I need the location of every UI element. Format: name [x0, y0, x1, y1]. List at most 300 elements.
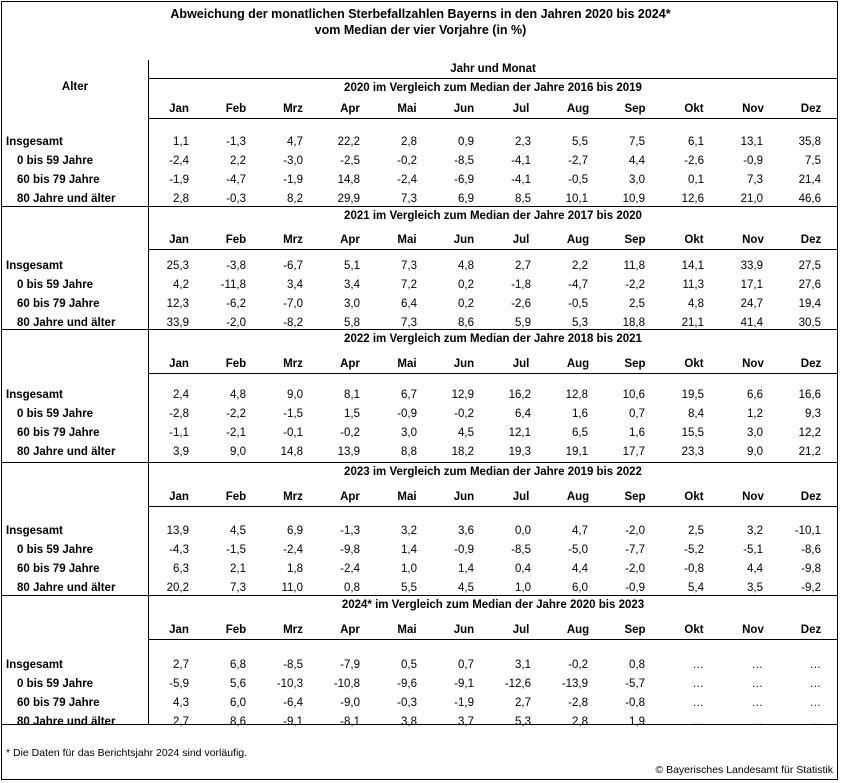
- table-cell: 5,8: [344, 317, 360, 329]
- block-heading: 2020 im Vergleich zum Median der Jahre 2016 bis 2019: [344, 82, 642, 94]
- table-cell: 24,7: [740, 298, 763, 310]
- table-cell: 8,8: [401, 446, 417, 458]
- table-cell: -9,6: [397, 678, 417, 690]
- month-header: Mai: [397, 103, 417, 115]
- table-cell: -8,5: [454, 155, 474, 167]
- table-cell: -4,7: [226, 174, 246, 186]
- table-cell: -0,9: [625, 582, 645, 594]
- table-cell: 2,5: [688, 525, 704, 537]
- table-cell: 8,6: [458, 317, 474, 329]
- month-header: Jun: [453, 103, 475, 115]
- row-label: 0 bis 59 Jahre: [17, 279, 94, 291]
- table-cell: 6,0: [230, 697, 246, 709]
- table-cell: -13,9: [561, 678, 588, 690]
- table-cell: -1,5: [226, 544, 246, 556]
- row-label: 60 bis 79 Jahre: [17, 697, 100, 709]
- month-header: Mai: [397, 358, 417, 370]
- month-header: Mai: [397, 234, 417, 246]
- table-cell: -0,2: [568, 659, 588, 671]
- table-cell: -0,2: [340, 427, 360, 439]
- table-cell: 4,8: [230, 389, 246, 401]
- month-header: Jul: [512, 624, 530, 636]
- table-cell: 2,2: [230, 155, 246, 167]
- table-cell: -2,8: [169, 408, 189, 420]
- table-cell: 14,8: [337, 174, 360, 186]
- table-cell: -8,5: [283, 659, 303, 671]
- table-cell: -5,0: [568, 544, 588, 556]
- table-cell: -0,1: [283, 427, 303, 439]
- table-cell: -7,7: [625, 544, 645, 556]
- header-rule: [148, 78, 838, 79]
- alter-header: Alter: [61, 81, 89, 93]
- month-header: Apr: [340, 624, 360, 636]
- row-label: 80 Jahre und älter: [17, 716, 116, 728]
- block-separator: [1, 462, 838, 463]
- table-cell: -2,6: [684, 155, 704, 167]
- table-cell: -8,1: [340, 716, 360, 728]
- table-cell: -2,2: [625, 279, 645, 291]
- table-cell: 6,4: [515, 408, 531, 420]
- table-cell: 4,8: [458, 260, 474, 272]
- row-label: Insgesamt: [6, 659, 63, 671]
- table-cell: 1,6: [629, 427, 645, 439]
- table-cell: 12,8: [565, 389, 588, 401]
- table-cell: 4,2: [173, 279, 189, 291]
- table-cell: 3,5: [747, 582, 763, 594]
- table-cell: 33,9: [166, 317, 189, 329]
- month-header: Dez: [800, 491, 822, 503]
- table-cell: …: [751, 716, 763, 728]
- table-cell: 8,5: [515, 193, 531, 205]
- row-label: Insgesamt: [6, 389, 63, 401]
- table-cell: -9,2: [801, 582, 821, 594]
- block-heading: 2022 im Vergleich zum Median der Jahre 2018 bis 2021: [344, 333, 642, 345]
- row-label: 60 bis 79 Jahre: [17, 427, 100, 439]
- table-cell: 6,3: [173, 563, 189, 575]
- table-cell: 0,0: [515, 525, 531, 537]
- table-cell: 2,5: [629, 298, 645, 310]
- block-heading: 2023 im Vergleich zum Median der Jahre 2019 bis 2022: [344, 466, 642, 478]
- month-header: Nov: [742, 234, 764, 246]
- month-header: Okt: [684, 234, 704, 246]
- table-cell: 16,6: [798, 389, 821, 401]
- block-heading: 2024* im Vergleich zum Median der Jahre 2020 bis 2023: [341, 599, 645, 611]
- table-cell: -8,6: [801, 544, 821, 556]
- table-cell: 21,4: [798, 174, 821, 186]
- table-cell: -4,7: [568, 279, 588, 291]
- table-cell: 35,8: [798, 136, 821, 148]
- table-cell: 7,3: [401, 260, 417, 272]
- table-cell: 6,1: [688, 136, 704, 148]
- table-cell: 10,9: [622, 193, 645, 205]
- month-header: Mai: [397, 624, 417, 636]
- table-cell: …: [751, 659, 763, 671]
- table-cell: -1,8: [511, 279, 531, 291]
- month-header: Apr: [340, 491, 360, 503]
- row-label: 0 bis 59 Jahre: [17, 155, 94, 167]
- month-header-rule: [148, 118, 838, 119]
- month-header: Aug: [566, 234, 590, 246]
- table-cell: 1,4: [401, 544, 417, 556]
- table-cell: 3,4: [287, 279, 303, 291]
- footnote: * Die Daten für das Berichtsjahr 2024 sind vorläufig.: [6, 747, 248, 759]
- table-cell: 13,9: [337, 446, 360, 458]
- table-cell: 1,2: [747, 408, 763, 420]
- month-header: Mrz: [283, 491, 303, 503]
- table-cell: -0,8: [684, 563, 704, 575]
- table-cell: 0,7: [629, 408, 645, 420]
- table-cell: 13,9: [166, 525, 189, 537]
- month-header: Feb: [225, 234, 247, 246]
- table-cell: …: [751, 678, 763, 690]
- table-cell: -2,6: [511, 298, 531, 310]
- table-cell: 7,5: [629, 136, 645, 148]
- table-cell: -6,4: [283, 697, 303, 709]
- table-cell: 0,2: [458, 298, 474, 310]
- table-cell: 6,5: [572, 427, 588, 439]
- month-header: Jun: [453, 491, 475, 503]
- table-cell: 2,7: [173, 716, 189, 728]
- month-header: Sep: [624, 234, 646, 246]
- table-cell: 3,6: [458, 525, 474, 537]
- month-header: Mrz: [283, 103, 303, 115]
- table-cell: 0,1: [688, 174, 704, 186]
- table-cell: 5,9: [515, 317, 531, 329]
- table-cell: 1,5: [344, 408, 360, 420]
- table-cell: 1,0: [515, 582, 531, 594]
- table-cell: 16,2: [508, 389, 531, 401]
- table-cell: …: [692, 697, 704, 709]
- table-cell: -0,5: [568, 174, 588, 186]
- table-cell: 4,4: [629, 155, 645, 167]
- table-cell: -1,9: [454, 697, 474, 709]
- table-cell: …: [809, 697, 821, 709]
- table-cell: …: [751, 697, 763, 709]
- table-cell: 3,7: [458, 716, 474, 728]
- table-cell: 19,5: [681, 389, 704, 401]
- table-cell: -11,8: [220, 279, 246, 291]
- table-cell: 10,1: [565, 193, 588, 205]
- table-cell: …: [809, 678, 821, 690]
- table-cell: 4,7: [287, 136, 303, 148]
- row-label: 80 Jahre und älter: [17, 582, 116, 594]
- table-cell: 46,6: [798, 193, 821, 205]
- table-cell: 8,2: [287, 193, 303, 205]
- month-header: Mrz: [283, 234, 303, 246]
- table-cell: -2,4: [283, 544, 303, 556]
- table-cell: 21,0: [740, 193, 763, 205]
- month-header: Jan: [169, 358, 189, 370]
- table-cell: -6,9: [454, 174, 474, 186]
- table-cell: 2,8: [173, 193, 189, 205]
- table-cell: 12,9: [451, 389, 474, 401]
- table-cell: 4,4: [747, 563, 763, 575]
- row-label: 0 bis 59 Jahre: [17, 408, 94, 420]
- table-cell: -3,8: [226, 260, 246, 272]
- table-cell: 1,6: [572, 408, 588, 420]
- month-header: Jan: [169, 103, 189, 115]
- row-label: 60 bis 79 Jahre: [17, 174, 100, 186]
- table-cell: 6,0: [572, 582, 588, 594]
- month-header: Jul: [512, 103, 530, 115]
- month-header: Okt: [684, 358, 704, 370]
- month-header: Mrz: [283, 358, 303, 370]
- table-cell: 1,1: [173, 136, 189, 148]
- row-label: 80 Jahre und älter: [17, 446, 116, 458]
- table-cell: 11,3: [682, 279, 704, 291]
- table-cell: -1,9: [169, 174, 189, 186]
- table-cell: …: [809, 659, 821, 671]
- table-cell: -6,7: [283, 260, 303, 272]
- row-label: Insgesamt: [6, 136, 63, 148]
- table-cell: 3,1: [515, 659, 531, 671]
- month-header: Sep: [624, 103, 646, 115]
- table-cell: 3,0: [401, 427, 417, 439]
- table-cell: -1,3: [340, 525, 360, 537]
- row-label: 60 bis 79 Jahre: [17, 298, 100, 310]
- table-cell: -7,9: [340, 659, 360, 671]
- table-cell: 2,1: [230, 563, 246, 575]
- table-cell: 6,8: [230, 659, 246, 671]
- table-cell: 8,1: [344, 389, 360, 401]
- table-cell: 8,4: [688, 408, 704, 420]
- month-header: Aug: [566, 624, 590, 636]
- table-cell: 11,8: [623, 260, 645, 272]
- table-cell: 6,9: [458, 193, 474, 205]
- table-cell: -8,5: [511, 544, 531, 556]
- table-cell: 0,2: [458, 279, 474, 291]
- table-cell: 3,0: [629, 174, 645, 186]
- month-header: Aug: [566, 358, 590, 370]
- table-cell: -4,1: [511, 155, 531, 167]
- table-cell: -9,1: [283, 716, 303, 728]
- page-title: Abweichung der monatlichen Sterbefallzahlen Bayerns in den Jahren 2020 bis 2024*: [170, 7, 671, 21]
- table-cell: 5,6: [230, 678, 246, 690]
- block-separator: [1, 206, 838, 207]
- table-cell: 1,8: [287, 563, 303, 575]
- table-cell: 13,1: [740, 136, 763, 148]
- table-cell: -7,0: [283, 298, 303, 310]
- table-cell: -10,1: [794, 525, 821, 537]
- table-cell: -9,1: [454, 678, 474, 690]
- table-cell: 6,4: [401, 298, 417, 310]
- table-cell: -5,1: [743, 544, 763, 556]
- table-cell: 4,5: [458, 582, 474, 594]
- table-cell: 3,8: [401, 716, 417, 728]
- table-cell: -2,4: [169, 155, 189, 167]
- table-cell: 17,1: [740, 279, 763, 291]
- month-header: Sep: [624, 358, 646, 370]
- month-header: Nov: [742, 358, 764, 370]
- table-cell: 5,3: [572, 317, 588, 329]
- table-cell: 4,5: [230, 525, 246, 537]
- table-cell: 6,7: [401, 389, 417, 401]
- table-cell: 21,2: [798, 446, 821, 458]
- table-cell: -2,0: [625, 563, 645, 575]
- table-cell: -6,2: [226, 298, 246, 310]
- table-cell: -4,1: [511, 174, 531, 186]
- table-cell: -0,3: [226, 193, 246, 205]
- table-cell: 29,9: [337, 193, 360, 205]
- table-cell: 9,0: [230, 446, 246, 458]
- row-label: Insgesamt: [6, 260, 63, 272]
- table-cell: 21,1: [681, 317, 704, 329]
- table-cell: 2,7: [173, 659, 189, 671]
- table-cell: 5,4: [688, 582, 704, 594]
- table-cell: 7,3: [401, 193, 417, 205]
- table-cell: 19,1: [565, 446, 588, 458]
- month-header: Okt: [684, 624, 704, 636]
- table-cell: 0,4: [515, 563, 531, 575]
- table-cell: -2,2: [226, 408, 246, 420]
- table-cell: 1,9: [629, 716, 645, 728]
- table-cell: 4,8: [688, 298, 704, 310]
- table-cell: -5,2: [684, 544, 704, 556]
- row-label: 0 bis 59 Jahre: [17, 678, 94, 690]
- table-cell: 27,6: [798, 279, 821, 291]
- table-cell: -12,6: [504, 678, 531, 690]
- table-cell: -0,5: [568, 298, 588, 310]
- month-header: Nov: [742, 103, 764, 115]
- table-cell: 6,6: [747, 389, 763, 401]
- table-cell: 5,5: [572, 136, 588, 148]
- table-cell: -8,2: [283, 317, 303, 329]
- block-heading: 2021 im Vergleich zum Median der Jahre 2017 bis 2020: [344, 210, 642, 222]
- table-cell: 6,9: [287, 525, 303, 537]
- table-cell: 8,6: [230, 716, 246, 728]
- table-cell: -2,8: [568, 697, 588, 709]
- table-cell: 2,7: [515, 697, 531, 709]
- table-cell: 3,0: [344, 298, 360, 310]
- month-header: Jun: [453, 358, 475, 370]
- month-header: Aug: [566, 103, 590, 115]
- block-separator: [1, 329, 838, 330]
- row-label: 80 Jahre und älter: [17, 193, 116, 205]
- table-cell: 4,4: [572, 563, 588, 575]
- table-cell: 0,8: [344, 582, 360, 594]
- month-header: Dez: [800, 234, 822, 246]
- table-cell: -9,8: [340, 544, 360, 556]
- table-cell: 25,3: [166, 260, 189, 272]
- table-cell: 9,0: [747, 446, 763, 458]
- table-cell: 7,3: [230, 582, 246, 594]
- table-cell: -1,3: [226, 136, 246, 148]
- month-header: Jan: [169, 234, 189, 246]
- table-cell: -2,1: [226, 427, 246, 439]
- table-cell: -0,8: [625, 697, 645, 709]
- month-header-rule: [148, 506, 838, 507]
- table-cell: 4,5: [458, 427, 474, 439]
- table-cell: 12,3: [166, 298, 189, 310]
- month-header: Apr: [340, 234, 360, 246]
- table-cell: 3,2: [401, 525, 417, 537]
- table-cell: 3,4: [344, 279, 360, 291]
- table-cell: -0,9: [454, 544, 474, 556]
- row-label: 60 bis 79 Jahre: [17, 563, 100, 575]
- table-cell: -0,2: [454, 408, 474, 420]
- table-cell: 18,8: [622, 317, 645, 329]
- table-cell: 0,8: [629, 659, 645, 671]
- table-cell: -5,9: [169, 678, 189, 690]
- table-cell: -2,4: [397, 174, 417, 186]
- table-cell: -5,7: [625, 678, 645, 690]
- page-subtitle: vom Median der vier Vorjahre (in %): [314, 23, 527, 37]
- row-label: 0 bis 59 Jahre: [17, 544, 94, 556]
- table-cell: 41,4: [740, 317, 763, 329]
- month-header: Feb: [225, 103, 247, 115]
- month-header: Dez: [800, 624, 822, 636]
- copyright: © Bayerisches Landesamt für Statistik: [655, 764, 833, 776]
- table-cell: -3,0: [283, 155, 303, 167]
- table-cell: 22,2: [337, 136, 360, 148]
- table-cell: 7,3: [747, 174, 763, 186]
- table-cell: 11,0: [281, 582, 303, 594]
- table-cell: -2,5: [340, 155, 360, 167]
- table-cell: -10,3: [276, 678, 303, 690]
- month-header: Nov: [742, 624, 764, 636]
- month-header: Sep: [624, 491, 646, 503]
- table-cell: 12,1: [508, 427, 531, 439]
- table-cell: -9,8: [801, 563, 821, 575]
- jahr-monat-header: Jahr und Monat: [450, 63, 536, 75]
- table-cell: 7,3: [401, 317, 417, 329]
- table-cell: 2,8: [572, 716, 588, 728]
- table-cell: …: [809, 716, 821, 728]
- table-cell: 2,7: [515, 260, 531, 272]
- table-cell: -2,7: [568, 155, 588, 167]
- table-cell: 23,3: [681, 446, 704, 458]
- table-cell: 14,1: [681, 260, 704, 272]
- table-cell: 2,4: [173, 389, 189, 401]
- table-cell: -1,1: [169, 427, 189, 439]
- row-label: 80 Jahre und älter: [17, 317, 116, 329]
- table-cell: 15,5: [681, 427, 704, 439]
- month-header: Jan: [169, 624, 189, 636]
- table-cell: -4,3: [169, 544, 189, 556]
- table-cell: 2,8: [401, 136, 417, 148]
- month-header: Jul: [512, 491, 530, 503]
- table-cell: 7,5: [805, 155, 821, 167]
- table-cell: -10,8: [333, 678, 360, 690]
- table-cell: 3,0: [747, 427, 763, 439]
- table-cell: -2,0: [226, 317, 246, 329]
- month-header: Apr: [340, 103, 360, 115]
- month-header-rule: [148, 249, 838, 250]
- table-cell: -0,2: [397, 155, 417, 167]
- table-cell: 3,9: [173, 446, 189, 458]
- row-label: Insgesamt: [6, 525, 63, 537]
- table-cell: -0,9: [743, 155, 763, 167]
- table-cell: 12,2: [798, 427, 821, 439]
- table-cell: 0,5: [401, 659, 417, 671]
- table-cell: 2,3: [515, 136, 531, 148]
- month-header: Jul: [512, 358, 530, 370]
- block-separator: [1, 595, 838, 596]
- month-header: Jul: [512, 234, 530, 246]
- month-header: Feb: [225, 491, 247, 503]
- table-cell: 5,5: [401, 582, 417, 594]
- table-cell: -9,0: [340, 697, 360, 709]
- table-cell: 2,2: [572, 260, 588, 272]
- table-cell: 5,1: [344, 260, 360, 272]
- table-cell: 12,6: [681, 193, 704, 205]
- table-cell: 5,3: [515, 716, 531, 728]
- month-header: Mrz: [283, 624, 303, 636]
- table-cell: 18,2: [451, 446, 474, 458]
- month-header: Jun: [453, 624, 475, 636]
- month-header: Feb: [225, 358, 247, 370]
- table-cell: 33,9: [740, 260, 763, 272]
